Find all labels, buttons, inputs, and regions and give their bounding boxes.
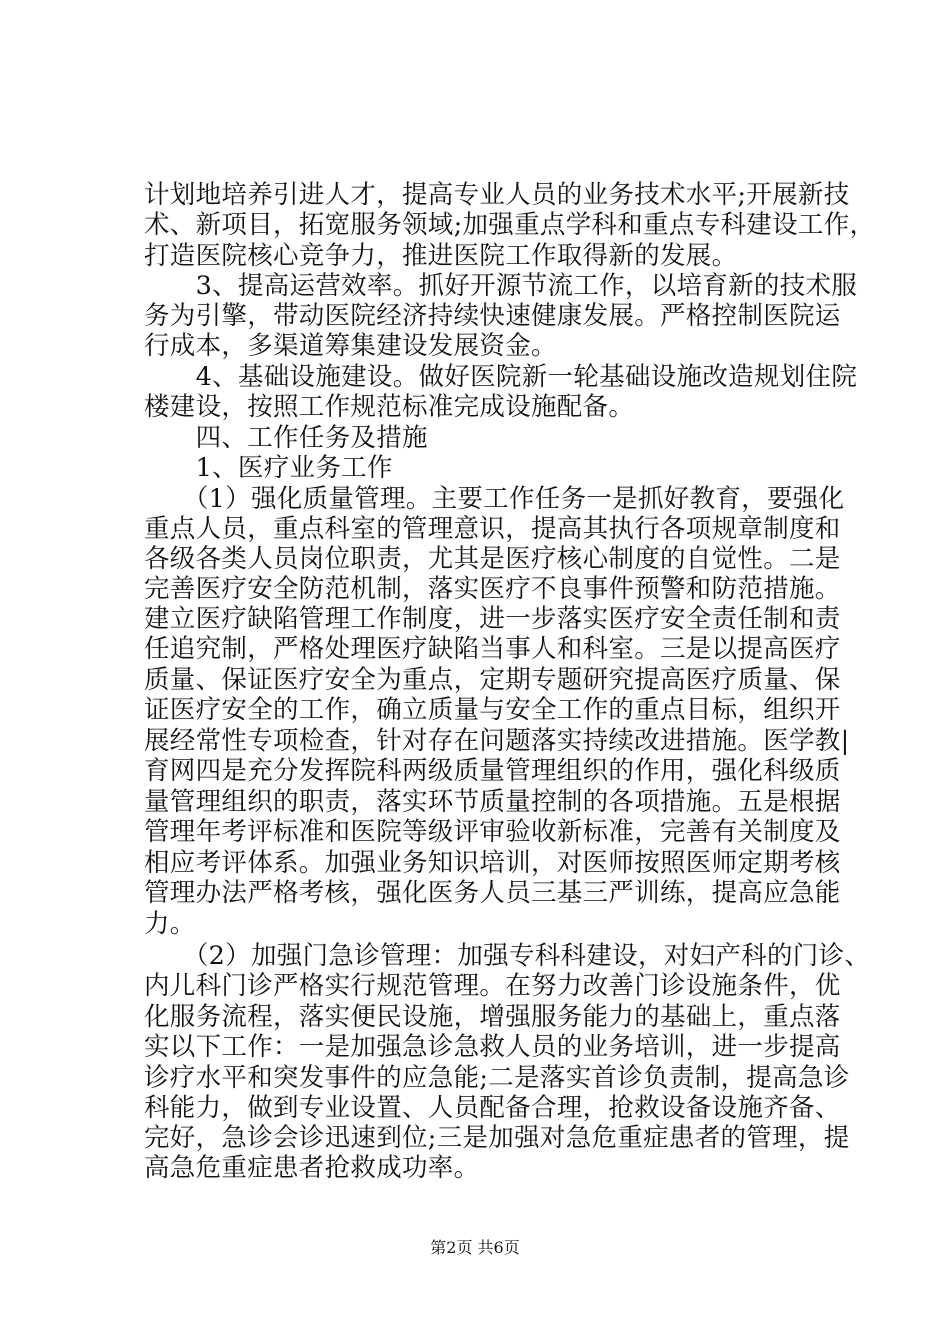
page-number: 第2页 共6页 — [430, 1238, 520, 1257]
text-line: 内儿科门诊严格实行规范管理。在努力改善门诊设施条件，优 — [144, 971, 841, 1001]
text-line: 力。 — [144, 909, 196, 939]
section-heading: 四、工作任务及措施 — [144, 423, 428, 453]
text-line: （2）加强门急诊管理：加强专科科建设，对妇产科的门诊、 — [144, 941, 871, 971]
text-line: 相应考评体系。加强业务知识培训，对医师按照医师定期考核 — [144, 848, 841, 878]
text-line: 4、基础设施建设。做好医院新一轮基础设施改造规划住院 — [144, 362, 858, 392]
text-line: （1）强化质量管理。主要工作任务一是抓好教育，要强化 — [144, 484, 845, 514]
text-line: 务为引擎，带动医院经济持续快速健康发展。严格控制医院运 — [144, 301, 841, 331]
text-line: 行成本，多渠道筹集建设发展资金。 — [144, 331, 557, 361]
text-line: 建立医疗缺陷管理工作制度，进一步落实医疗安全责任制和责 — [144, 604, 841, 634]
text-line: 化服务流程，落实便民设施，增强服务能力的基础上，重点落 — [144, 1002, 841, 1032]
text-line: 任追究制，严格处理医疗缺陷当事人和科室。三是以提高医疗 — [144, 634, 841, 664]
subsection-heading: 1、医疗业务工作 — [144, 453, 393, 483]
text-line: 计划地培养引进人才，提高专业人员的业务技术水平;开展新技 — [144, 180, 850, 210]
text-line: 管理办法严格考核，强化医务人员三基三严训练，提高应急能 — [144, 878, 841, 908]
text-line: 完好，急诊会诊迅速到位;三是加强对急危重症患者的管理，提 — [144, 1123, 850, 1153]
text-line: 量管理组织的职责，落实环节质量控制的各项措施。五是根据 — [144, 787, 841, 817]
text-line: 证医疗安全的工作，确立质量与安全工作的重点目标，组织开 — [144, 695, 841, 725]
text-line: 楼建设，按照工作规范标准完成设施配备。 — [144, 392, 635, 422]
text-line: 高急危重症患者抢救成功率。 — [144, 1153, 480, 1183]
text-line: 重点人员，重点科室的管理意识，提高其执行各项规章制度和 — [144, 514, 841, 544]
text-line: 完善医疗安全防范机制，落实医疗不良事件预警和防范措施。 — [144, 574, 841, 604]
text-line: 术、新项目，拓宽服务领域;加强重点学科和重点专科建设工作， — [144, 210, 876, 240]
text-line: 3、提高运营效率。抓好开源节流工作，以培育新的技术服 — [144, 271, 858, 301]
text-line: 实以下工作：一是加强急诊急救人员的业务培训，进一步提高 — [144, 1032, 841, 1062]
text-line: 各级各类人员岗位职责，尤其是医疗核心制度的自觉性。二是 — [144, 544, 841, 574]
text-line: 管理年考评标准和医院等级评审验收新标准，完善有关制度及 — [144, 817, 841, 847]
text-line: 打造医院核心竞争力，推进医院工作取得新的发展。 — [144, 241, 738, 271]
text-line: 诊疗水平和突发事件的应急能;二是落实首诊负责制，提高急诊 — [144, 1063, 850, 1093]
text-line: 展经常性专项检查，针对存在问题落实持续改进措施。医学教| — [144, 726, 850, 756]
text-line: 育网四是充分发挥院科两级质量管理组织的作用，强化科级质 — [144, 756, 841, 786]
text-line: 科能力，做到专业设置、人员配备合理，抢救设备设施齐备、 — [144, 1093, 841, 1123]
text-line: 质量、保证医疗安全为重点，定期专题研究提高医疗质量、保 — [144, 665, 841, 695]
